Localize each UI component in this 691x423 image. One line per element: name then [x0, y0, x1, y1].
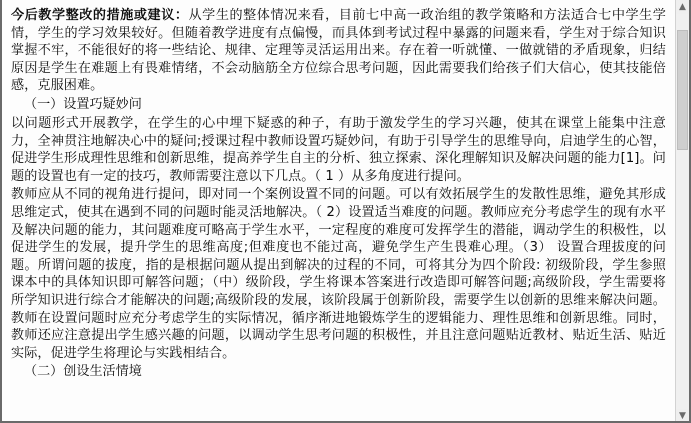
document-content	[2, 0, 675, 421]
scroll-up-icon[interactable]: ▲	[676, 0, 689, 14]
paragraph-questioning: 以问题形式开展教学，在学生的心中埋下疑惑的种子，有助于激发学生的学习兴趣，使其在课堂上能集中注意力，全神贯注地解决心中的疑问;授课过程中教师设置巧疑妙问，有助于引导学生的思维导向，启迪学生的心智，促进学生形成理性思维和创新思维，提高养学生自主的分析、独立探索、深化理解知识及解决问题的能力[1]。问题的设置也有一定的技巧，教师需要注意以下几点。（ 1 ）从多角度进行提问。	[11, 115, 666, 184]
section-heading-2: （二）创设生活情境	[24, 364, 142, 380]
section-heading-1: （一）设置巧疑妙问	[24, 96, 142, 112]
paragraph-questioning-detail: 教师应从不同的视角进行提问，即对同一个案例设置不同的问题。可以有效拓展学生的发散性思维，避免其形成思维定式，使其在遇到不同的问题时能灵活地解决。（ 2）设置适当难度的问题。教师应充分考虑学生的现有水平及解决问题的能力，其问题难度可略高于学生水平，一定程度的难度可发挥学生的潜能，调动学生的积极性，以促进学生的发展，提升学生的思维高度;但难度也不能过高，避免学生产生畏难心理。（3） 设置合理拔度的问题。所谓问题的拔度，指的是根据问题从提出到解决的过程的不同，可将其分为四个阶段: 初级阶段，学生参照课本中的具体知识即可解答问题；（中）级阶段，学生将课本答案进行改造即可解答问题;高级阶段，学生需要将所学知识进行综合才能解决的问题;高级阶段的发展，该阶段属于创新阶段，需要学生以创新的思维来解决问题。教师在设置问题时应充分考虑学生的实际情况，循序渐进地锻炼学生的逻辑能力、理性思维和创新思维。同时，教师还应注意提出学生感兴趣的问题，以调动学生思考问题的积极性，并且注意问题贴近教材、贴近生活、贴近实际，促进学生将理论与实践相结合。	[11, 187, 666, 361]
scrollbar-thumb[interactable]	[677, 30, 688, 150]
scrollbar-track[interactable]	[676, 14, 689, 409]
paragraph-intro	[11, 7, 666, 95]
paragraph-lead: 今后教学整改的措施或建议：	[11, 8, 189, 23]
scroll-down-icon[interactable]: ▼	[676, 409, 689, 423]
paragraph-text: 从学生的整体情况来看，目前七中高一政治组的教学策略和方法适合七中学生学情，学生的学习效果较好。但随着教学进度有点偏慢，而具体到考试过程中暴露的问题来看，学生对于综合知识掌握不牢，不能很好的将一些结论、规律、定理等灵活运用出来。存在着一听就懂、一做就错的矛盾现象，归结原因是学生在难题上有畏难情绪，不会动脑筋全方位综合思考问题，因此需要我们给孩子们大信心，使其技能倍感，克服困难。	[11, 8, 666, 94]
vertical-scrollbar[interactable]	[675, 0, 689, 423]
